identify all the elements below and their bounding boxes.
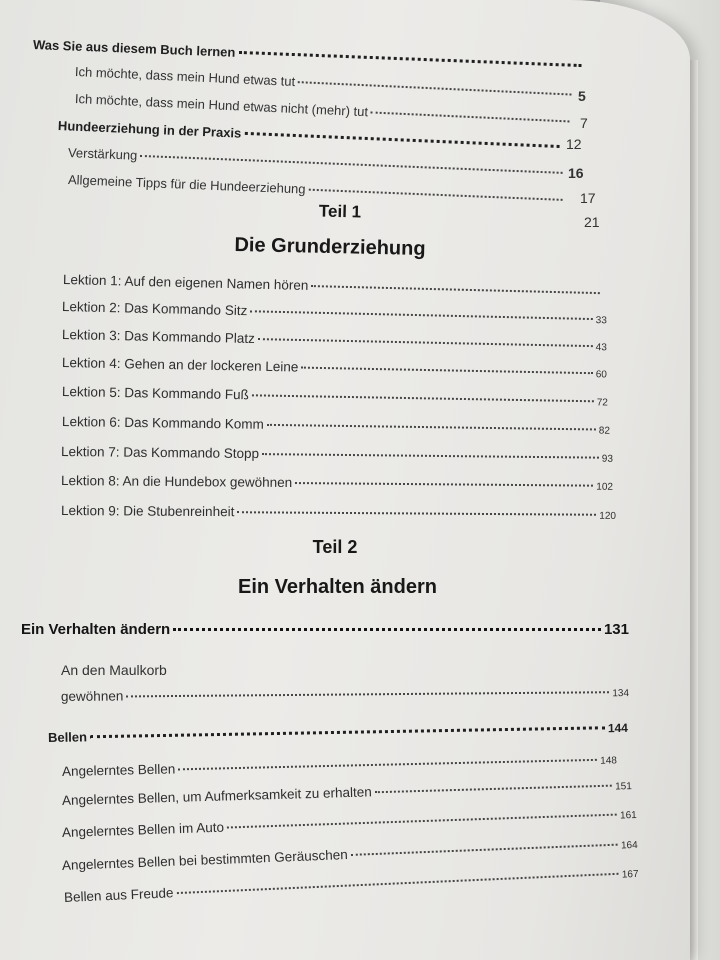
- toc-section-verhalten: [21, 621, 629, 638]
- toc-entry-label: Ich möchte, dass mein Hund etwas tut: [74, 64, 296, 89]
- page-number: 60: [595, 369, 607, 381]
- dot-leader: [295, 482, 593, 487]
- toc-section-bellen: [48, 720, 628, 745]
- part-label: Teil 2: [312, 537, 358, 557]
- dot-leader: [178, 759, 597, 771]
- toc-section-title: Was Sie aus diesem Buch lernen: [32, 37, 236, 60]
- dot-leader: [140, 155, 562, 174]
- page-number: 164: [620, 839, 638, 852]
- page-number: 21: [584, 214, 600, 230]
- toc-entry-label: Angelerntes Bellen bei bestimmten Geräuschen: [61, 847, 348, 873]
- dot-leader: [250, 310, 592, 320]
- dot-leader: [173, 628, 601, 631]
- toc-entry-lesson: [62, 414, 610, 437]
- toc-entry-label: Lektion 5: Das Kommando Fuß: [61, 384, 249, 403]
- dot-leader: [126, 691, 609, 697]
- page-number: 144: [607, 720, 629, 736]
- toc-entry-label: Angelerntes Bellen: [61, 761, 176, 779]
- page-number: 5: [578, 88, 586, 104]
- toc-entry: [62, 806, 637, 840]
- dot-leader: [238, 51, 581, 67]
- toc-entry-label: Verstärkung: [67, 145, 138, 163]
- toc-entry: [64, 865, 639, 905]
- toc-entry-label: Angelerntes Bellen im Auto: [61, 819, 225, 840]
- page-edge: [690, 60, 698, 960]
- page-number: 93: [601, 453, 614, 465]
- toc-entry-label: Lektion 1: Auf den eigenen Namen hören: [62, 272, 309, 293]
- page-number: 7: [580, 115, 588, 131]
- toc-entry-label: gewöhnen: [60, 688, 124, 704]
- page-number: 17: [580, 190, 596, 206]
- toc-entry-lesson: [61, 503, 616, 522]
- page-number: 43: [595, 342, 607, 354]
- page-number: 12: [566, 136, 582, 152]
- toc-entry-lesson: [61, 444, 613, 465]
- toc-entry: [61, 684, 629, 704]
- page-number: 72: [596, 397, 608, 409]
- dot-leader: [311, 285, 600, 294]
- dot-leader: [252, 394, 594, 402]
- page-number: 33: [595, 315, 607, 327]
- dot-leader: [267, 424, 596, 431]
- toc-section-title: Ein Verhalten ändern: [21, 621, 171, 638]
- page-number: 151: [614, 781, 632, 793]
- dot-leader: [237, 511, 596, 516]
- toc-entry: [62, 777, 632, 808]
- page-number: 120: [599, 510, 617, 522]
- toc-entry-label: Lektion 7: Das Kommando Stopp: [60, 444, 260, 462]
- page-number: 148: [600, 755, 618, 767]
- toc-entry-label: Allgemeine Tipps für die Hundeerziehung: [67, 172, 306, 197]
- toc-entry-lesson: [63, 272, 603, 300]
- dot-leader: [351, 844, 618, 856]
- toc-entry-lesson: [62, 384, 608, 409]
- toc-entry-label: Ich möchte, dass mein Hund etwas nicht (mehr) tut: [74, 91, 369, 120]
- toc-entry-label: Lektion 4: Gehen an der lockeren Leine: [61, 355, 299, 375]
- toc-entry-lesson: [62, 327, 607, 353]
- dot-leader: [301, 367, 592, 375]
- toc-section-title: Hundeerziehung in der Praxis: [57, 118, 242, 141]
- dot-leader: [176, 873, 618, 894]
- dot-leader: [227, 814, 617, 829]
- page-number: 134: [612, 688, 630, 700]
- dot-leader: [309, 189, 563, 201]
- toc-entry-label: Lektion 8: An die Hundebox gewöhnen: [60, 473, 293, 491]
- part-title: Die Grunderziehung: [234, 234, 426, 260]
- toc-entry-label: Lektion 3: Das Kommando Platz: [61, 327, 255, 347]
- dot-leader: [262, 453, 599, 459]
- toc-entry-label: Lektion 2: Das Kommando Sitz: [61, 299, 248, 319]
- dot-leader: [258, 338, 593, 347]
- dot-leader: [298, 81, 571, 95]
- page-number: 82: [598, 425, 610, 437]
- toc-entry-lesson: [62, 355, 607, 380]
- dot-leader: [244, 132, 559, 148]
- toc-entry-lesson: [61, 473, 613, 493]
- toc-entry-label: Lektion 9: Die Stubenreinheit: [60, 503, 235, 520]
- dot-leader: [371, 111, 570, 122]
- page-number: 131: [603, 621, 629, 638]
- toc-entry-label: Lektion 6: Das Kommando Komm: [61, 414, 264, 432]
- part-label: Teil 1: [318, 201, 362, 222]
- page-number: 161: [619, 809, 637, 822]
- page-number: 102: [596, 481, 614, 493]
- dot-leader: [375, 785, 612, 794]
- toc-entry: [62, 836, 638, 873]
- toc-entry-label: An den Maulkorb: [61, 662, 167, 678]
- dot-leader: [90, 726, 605, 738]
- page-number: 16: [568, 165, 584, 181]
- toc-entry-lesson: [62, 299, 607, 326]
- toc-entry-label: Bellen aus Freude: [63, 885, 174, 905]
- toc-entry-label: Angelerntes Bellen, um Aufmerksamkeit zu erhalten: [61, 784, 373, 808]
- part-title: Ein Verhalten ändern: [238, 576, 437, 598]
- page-number: 167: [621, 868, 639, 881]
- toc-entry: [62, 751, 617, 779]
- toc-section-title: Bellen: [47, 729, 88, 745]
